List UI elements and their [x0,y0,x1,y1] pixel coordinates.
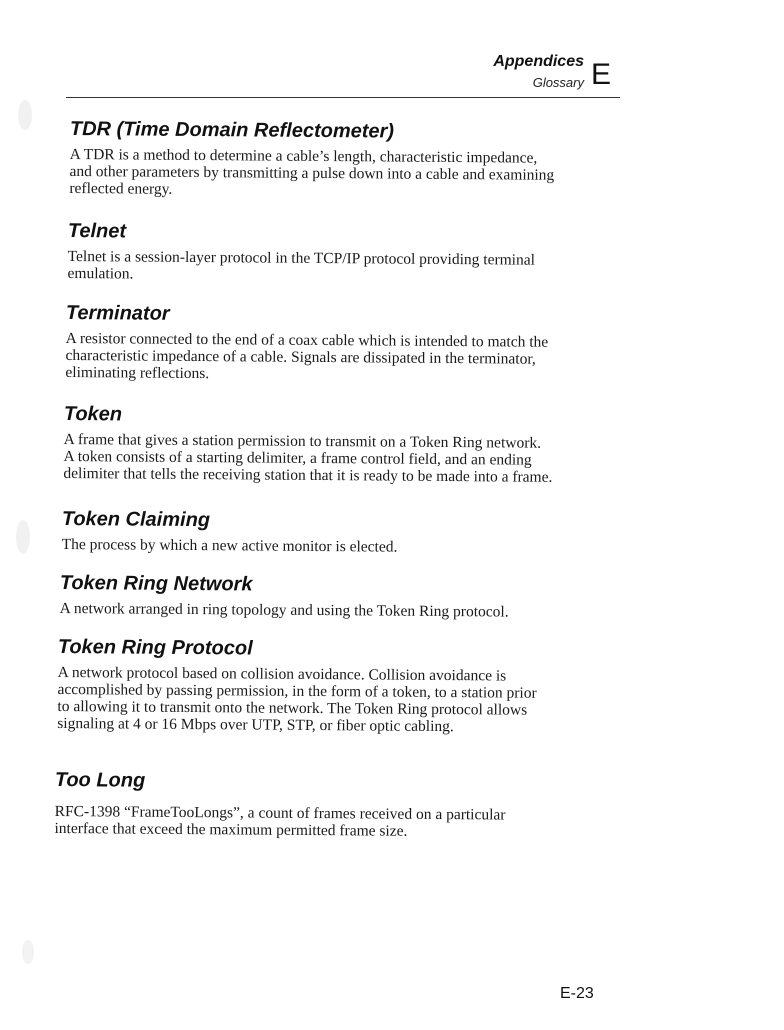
glossary-definition: A network protocol based on collision avoidance. Collision avoidance is accomplished by passing permission, in the form of a token, to a station prior to allowing it to transmit onto the network. The Token Ring protocol allows signaling at 4 or 16 Mbps over UTP, STP, or fiber optic cabling. [57,663,537,736]
header-section-title: Appendices [493,53,584,70]
glossary-term: Token [63,402,123,426]
glossary-term: Terminator [65,301,170,325]
glossary-definition: A network arranged in ring topology and using the Token Ring protocol. [59,599,509,621]
glossary-term: TDR (Time Domain Reflectometer) [69,117,395,143]
glossary-entry [67,218,687,287]
glossary-term: Too Long [54,768,146,792]
page-number: E-23 [560,985,594,1002]
glossary-entry [69,116,690,202]
scan-artifact [16,520,30,554]
glossary-entry [60,570,680,622]
appendix-letter: E [591,58,612,91]
glossary-definition: A TDR is a method to determine a cable’s length, characteristic impedance, and other parameters by transmitting a pulse down into a cable and examining reflected energy. [69,145,555,198]
glossary-definition: RFC-1398 “FrameTooLongs”, a count of frames received on a particular interface that exceed the maximum permitted frame size. [54,802,506,840]
glossary-term: Telnet [67,219,127,243]
glossary-definition: A frame that gives a station permission to transmit on a Token Ring network. A token consists of a starting delimiter, a frame control field, and an ending delimiter that tells the receiving station that it is ready to be made into a frame. [63,430,553,486]
glossary-term: Token Ring Network [59,571,253,596]
glossary-definition: Telnet is a session-layer protocol in the TCP/IP protocol providing terminal emulation. [67,247,536,283]
running-header [284,52,584,92]
glossary-entry [63,401,684,487]
glossary-entry [54,767,675,842]
header-rule [66,97,620,98]
scan-artifact [22,940,34,964]
glossary-entry [62,506,682,558]
glossary-entry [65,300,686,386]
glossary-term: Token Claiming [61,507,211,532]
scan-artifact [18,100,32,130]
glossary-entry [57,634,678,737]
glossary-definition: The process by which a new active monitor is elected. [61,535,398,556]
header-subsection-title: Glossary [532,75,584,90]
glossary-term: Token Ring Protocol [57,635,253,660]
glossary-definition: A resistor connected to the end of a coax cable which is intended to match the characteristic impedance of a cable. Signals are dissipated in the terminator, eliminating reflections. [65,329,549,383]
